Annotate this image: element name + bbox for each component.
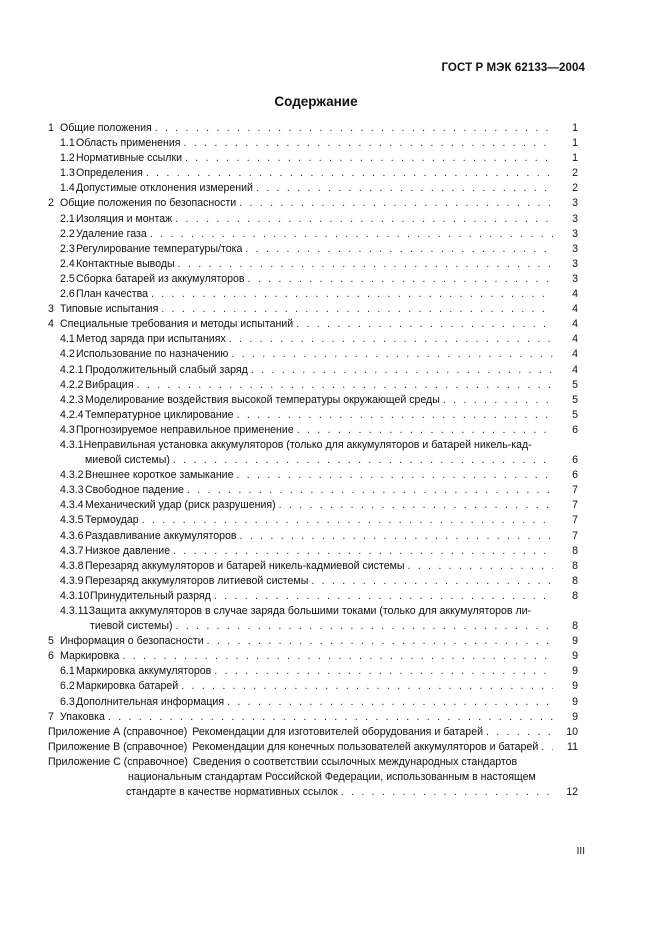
leader-dots [178,257,553,272]
toc-entry-page: 4 [572,303,578,316]
toc-entry[interactable] [48,151,578,166]
leader-dots [239,196,553,211]
toc-entry-number: 4.3.7 [60,544,84,557]
toc-entry-number: 6.3 [60,695,75,708]
toc-entry-number: 2.2 [60,227,75,240]
leader-dots [173,544,553,559]
toc-entry-title-line: Сведения о соответствии ссылочных международных стандартов [192,755,518,768]
toc-entry[interactable] [48,347,578,362]
toc-entry-page: 8 [572,574,578,587]
toc-entry-title: Продолжительный слабый заряд [85,363,248,376]
toc-entry-number: 4.2.1 [60,363,84,376]
toc-entry-number: 1.4 [60,182,75,195]
toc-entry-title: Рекомендации для изготовителей оборудования и батарей [192,725,484,738]
leader-dots [227,695,553,710]
toc-entry[interactable] [48,227,578,242]
toc-entry[interactable] [48,468,578,483]
leader-dots [231,347,553,362]
leader-dots [137,378,553,393]
toc-entry[interactable] [48,423,578,438]
toc-entry-number: 4.3.11 [60,605,89,617]
toc-entry-title: Сборка батарей из аккумуляторов [76,272,245,285]
toc-entry[interactable] [48,634,578,649]
toc-entry-number: 4 [48,318,54,331]
toc-entry[interactable] [48,740,578,755]
leader-dots [173,453,553,468]
toc-entry-title: Рекомендации для конечных пользователей аккумуляторов и батарей [192,740,539,753]
toc-entry-page: 5 [572,408,578,421]
leader-dots [185,151,553,166]
leader-dots [486,725,553,740]
toc-entry-page: 5 [572,393,578,406]
leader-dots [151,287,553,302]
toc-entry-number: 4.1 [60,333,75,346]
toc-entry-title: Удаление газа [76,227,147,240]
toc-entry-number: Приложение В (справочное) [48,740,188,753]
toc-entry-page: 4 [572,318,578,331]
toc-entry-page: 8 [572,544,578,557]
toc-entry-number: Приложение А (справочное) [48,725,188,738]
toc-entry-title: Метод заряда при испытаниях [76,333,226,346]
leader-dots [122,649,553,664]
toc-entry-number: 4.3.5 [60,514,84,527]
toc-entry-page: 7 [572,484,578,497]
toc-entry[interactable] [48,755,578,800]
toc-entry[interactable] [48,544,578,559]
toc-entry-page: 7 [572,514,578,527]
document-code: ГОСТ Р МЭК 62133—2004 [441,62,585,74]
leader-dots [296,317,553,332]
toc-entry[interactable] [48,483,578,498]
toc-entry-title: Общие положения по безопасности [60,197,237,210]
toc-entry-number: 4.3.4 [60,499,84,512]
toc-entry-page: 8 [572,589,578,602]
toc-entry-page: 6 [572,454,578,467]
toc-entry-title-line: миевой системы) [85,454,170,467]
leader-dots [146,166,553,181]
toc-entry-page: 9 [572,665,578,678]
toc-entry-title: Вибрация [85,378,134,391]
toc-entry-title: Свободное падение [85,484,184,497]
toc-entry-title: Раздавливание аккумуляторов [85,529,237,542]
toc-entry-title: Перезаряд аккумуляторов литиевой системы [85,574,309,587]
leader-dots [214,664,553,679]
toc-entry-title: Нормативные ссылки [76,152,183,165]
toc-entry-title: Маркировка аккумуляторов [76,665,212,678]
leader-dots [229,332,553,347]
toc-entry-page: 4 [572,348,578,361]
toc-entry-page: 9 [572,680,578,693]
leader-dots [408,559,554,574]
toc-entry[interactable] [48,589,578,604]
toc-entry-page: 5 [572,378,578,391]
leader-dots [150,227,553,242]
toc-entry-page: 4 [572,288,578,301]
toc-entry-page: 11 [567,740,578,753]
toc-entry[interactable] [48,121,578,136]
toc-entry[interactable] [48,559,578,574]
toc-entry-page: 8 [572,620,578,633]
toc-entry-title: План качества [76,288,148,301]
toc-entry-title: Маркировка батарей [76,680,179,693]
toc-entry-number: 4.3.9 [60,574,84,587]
page-number: III [576,846,585,857]
toc-entry-page: 3 [572,197,578,210]
toc-entry-title: Принудительный разряд [90,589,211,602]
leader-dots [240,529,553,544]
leader-dots [155,121,553,136]
toc-entry-title: Типовые испытания [60,303,159,316]
toc-entry[interactable] [48,513,578,528]
toc-entry-title: Упаковка [60,710,105,723]
toc-entry-title: Прогнозируемое неправильное применение [76,423,294,436]
toc-entry-number: 4.2.2 [60,378,84,391]
leader-dots [161,302,553,317]
toc-entry-page: 8 [572,559,578,572]
toc-entry-number: 4.2.3 [60,393,84,406]
toc-entry-page: 4 [572,333,578,346]
toc-entry-number: 2.6 [60,288,75,301]
leader-dots [541,740,553,755]
toc-entry-title-line: Неправильная установка аккумуляторов (только для аккумуляторов и батарей никель-кад- [83,438,532,451]
toc-entry-page: 6 [572,469,578,482]
toc-entry-number: 2.3 [60,242,75,255]
toc-entry-title: Информация о безопасности [60,635,204,648]
toc-entry-title: Термоудар [85,514,139,527]
toc-entry-number: 1.2 [60,152,75,165]
toc-entry-title: Общие положения [60,122,152,134]
toc-entry-number: 2.1 [60,212,75,225]
toc-entry-number: 4.3.10 [60,589,90,602]
toc-entry-title: Низкое давление [85,544,171,557]
toc-entry[interactable] [48,408,578,423]
toc-entry-page: 7 [572,529,578,542]
toc-entry[interactable] [48,378,578,393]
toc-entry-number: 4.3.8 [60,559,84,572]
toc-entry-title: Маркировка [60,650,120,663]
toc-entry-number: 1.3 [60,167,75,180]
leader-dots [245,242,553,257]
toc-entry-page: 7 [572,499,578,512]
toc-entry[interactable] [48,196,578,211]
toc-entry-title-line: стандарте в качестве нормативных ссылок [126,786,338,799]
toc-entry-number: 1.1 [60,137,75,150]
toc-entry[interactable] [48,649,578,664]
leader-dots [236,468,553,483]
toc-entry-page: 9 [572,635,578,648]
toc-entry[interactable] [48,332,578,347]
toc-entry[interactable] [48,393,578,408]
toc-entry-title: Температурное циклирование [85,408,234,421]
toc-entry-title: Область применения [76,137,181,150]
toc-entry[interactable] [48,317,578,332]
toc-entry[interactable] [48,664,578,679]
leader-dots [237,408,553,423]
toc-entry-page: 2 [572,182,578,195]
leader-dots [251,363,553,378]
toc-entry-number: 6 [48,650,54,663]
toc-entry[interactable] [48,363,578,378]
toc-entry-number: 4.3.6 [60,529,84,542]
toc-entry-number: 1 [48,122,54,134]
toc-entry-title-line: национальным стандартам Российской Федерации, использованным в настоящем [128,771,536,784]
toc-entry-number: 4.2.4 [60,408,84,421]
toc-entry-number: 2.4 [60,257,75,270]
leader-dots [181,679,553,694]
toc-entry-page: 9 [572,710,578,723]
toc-entry[interactable] [48,710,578,725]
toc-entry-title-line: тиевой системы) [90,620,173,633]
toc-entry-title: Регулирование температуры/тока [76,242,243,255]
leader-dots [341,785,553,800]
toc-entry-page: 10 [566,725,578,738]
toc-entry-page: 6 [572,423,578,436]
toc-entry-page: 3 [572,272,578,285]
toc-entry-title: Внешнее короткое замыкание [85,469,234,482]
toc-entry-page: 9 [572,650,578,663]
leader-dots [214,589,553,604]
toc-entry-number: 2.5 [60,272,75,285]
toc-entry[interactable] [48,679,578,694]
toc-entry[interactable] [48,574,578,589]
toc-entry-title: Моделирование воздействия высокой температуры окружающей среды [85,393,440,406]
toc-entry-title: Контактные выводы [76,257,175,270]
page-title: Содержание [274,94,358,109]
toc-entry[interactable] [48,529,578,544]
toc-entry-page: 3 [572,242,578,255]
leader-dots [443,393,553,408]
leader-dots [297,423,553,438]
leader-dots [248,272,553,287]
toc-entry-page: 3 [572,212,578,225]
toc-entry[interactable] [48,604,578,634]
toc-entry-number: 4.3 [60,423,75,436]
toc-entry[interactable] [48,695,578,710]
toc-entry[interactable] [48,272,578,287]
toc-entry[interactable] [48,302,578,317]
toc-entry-title-line: Защита аккумуляторов в случае заряда большими токами (только для аккумуляторов ли- [88,605,532,617]
toc-entry[interactable] [48,257,578,272]
toc-entry-page: 1 [572,152,578,165]
toc-entry-number: 6.1 [60,665,75,678]
toc-entry-page: 3 [572,257,578,270]
toc-entry-number: Приложение С (справочное) [48,755,188,768]
toc-entry-number: 3 [48,303,54,316]
toc-entry-number: 6.2 [60,680,75,693]
toc-entry-number: 4.3.2 [60,469,84,482]
toc-entry[interactable] [48,181,578,196]
toc-entry-number: 4.2 [60,348,75,361]
leader-dots [311,574,553,589]
leader-dots [256,181,553,196]
toc-entry-title: Специальные требования и методы испытаний [60,318,294,331]
toc-entry-page: 12 [566,786,578,799]
table-of-contents [48,121,578,800]
leader-dots [187,483,553,498]
toc-entry-title: Перезаряд аккумуляторов и батарей никель-кадмиевой системы [85,559,405,572]
leader-dots [279,498,553,513]
toc-entry[interactable] [48,136,578,151]
toc-entry-number: 4.3.1 [60,438,84,451]
toc-entry[interactable] [48,242,578,257]
toc-entry[interactable] [48,166,578,181]
leader-dots [108,710,553,725]
toc-entry[interactable] [48,725,578,740]
toc-entry-title: Допустимые отклонения измерений [76,182,253,195]
leader-dots [175,212,553,227]
toc-entry-title: Изоляция и монтаж [76,212,173,225]
toc-entry[interactable] [48,287,578,302]
toc-entry-number: 5 [48,635,54,648]
toc-entry-page: 9 [572,695,578,708]
toc-entry[interactable] [48,438,578,468]
toc-entry-page: 1 [572,122,578,134]
toc-entry-page: 4 [572,363,578,376]
leader-dots [175,619,553,634]
toc-entry-title: Определения [76,167,143,180]
toc-entry[interactable] [48,212,578,227]
toc-entry[interactable] [48,498,578,513]
toc-entry-title: Дополнительная информация [76,695,225,708]
toc-entry-number: 4.3.3 [60,484,84,497]
toc-entry-title: Использование по назначению [76,348,229,361]
leader-dots [142,513,553,528]
toc-entry-number: 2 [48,197,54,210]
toc-entry-page: 1 [572,137,578,150]
toc-entry-number: 7 [48,710,54,723]
toc-entry-page: 2 [572,167,578,180]
toc-entry-page: 3 [572,227,578,240]
leader-dots [207,634,553,649]
toc-entry-title: Механический удар (риск разрушения) [85,499,276,512]
leader-dots [183,136,553,151]
